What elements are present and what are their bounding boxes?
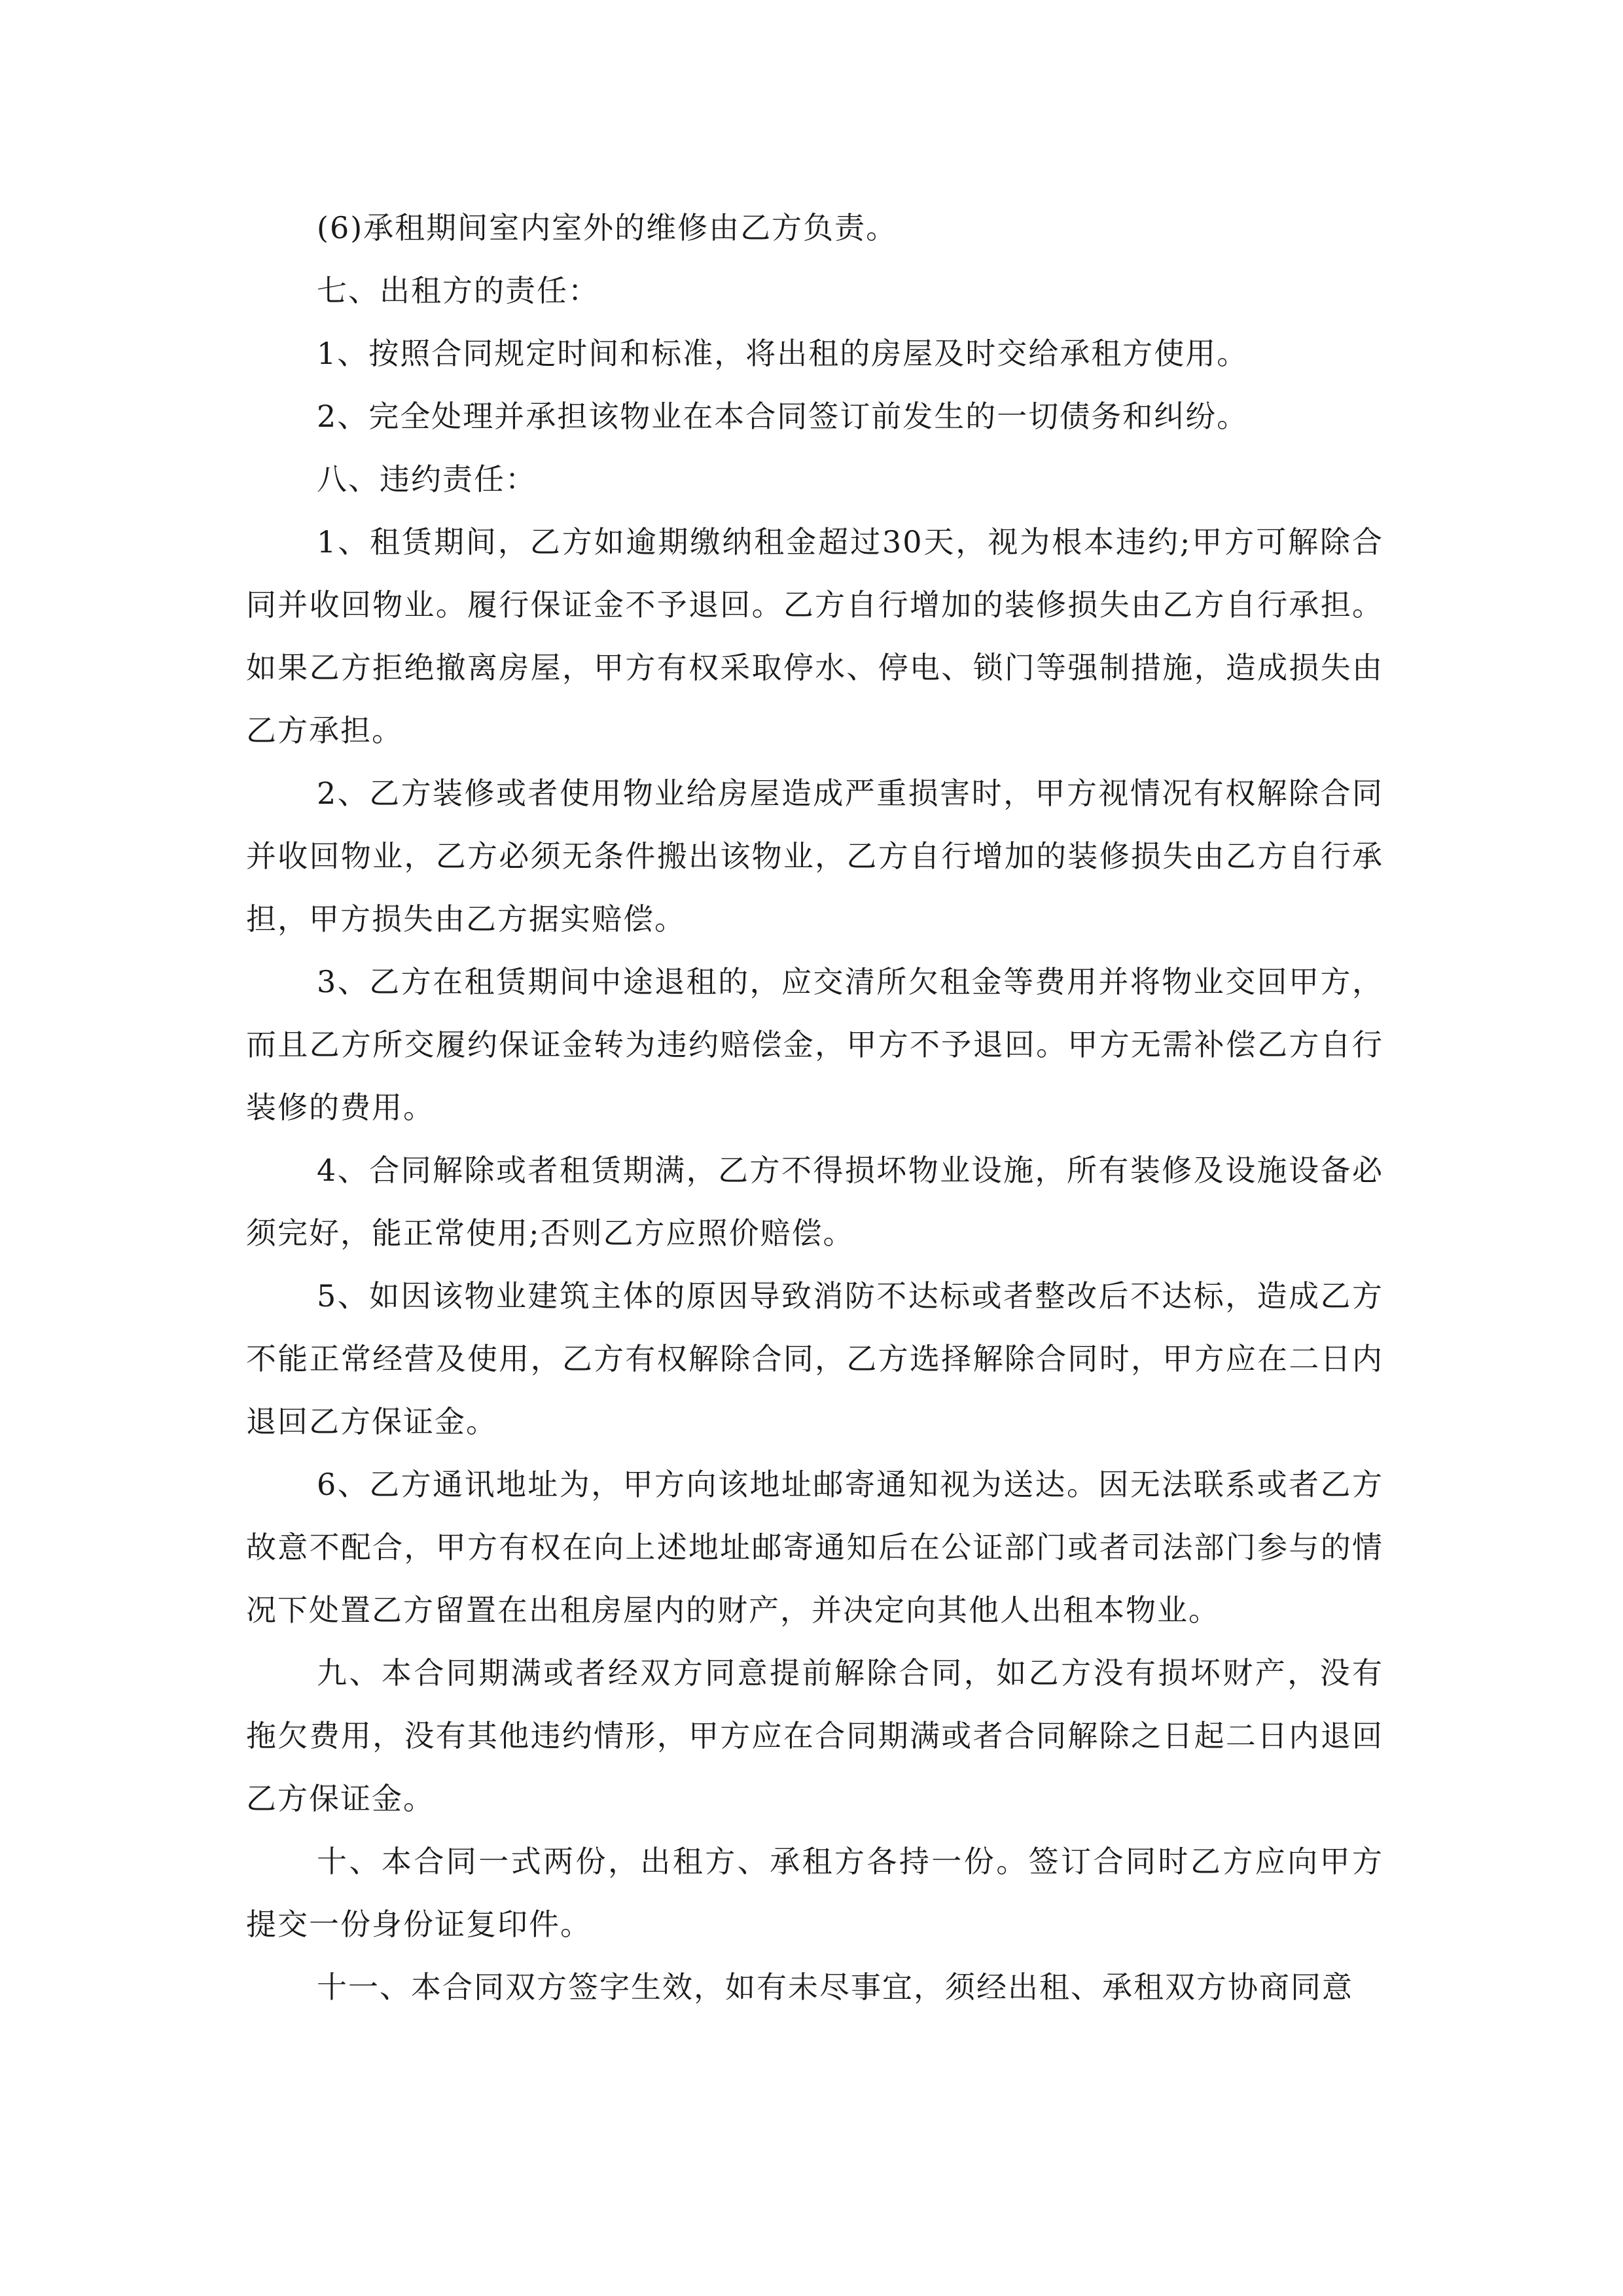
paragraph-breach-3: 3、乙方在租赁期间中途退租的，应交清所欠租金等费用并将物业交回甲方，而且乙方所交履约保证金转为违约赔偿金，甲方不予退回。甲方无需补偿乙方自行装修的费用。 (246, 964, 1383, 1125)
paragraph-breach-4: 4、合同解除或者租赁期满，乙方不得损坏物业设施，所有装修及设施设备必须完好，能正常使用;否则乙方应照价赔偿。 (246, 1153, 1383, 1251)
paragraph-breach-5: 5、如因该物业建筑主体的原因导致消防不达标或者整改后不达标，造成乙方不能正常经营及使用，乙方有权解除合同，乙方选择解除合同时，甲方应在二日内退回乙方保证金。 (246, 1278, 1383, 1439)
paragraph-clause-11: 十一、本合同双方签字生效，如有未尽事宜，须经出租、承租双方协商同意 (317, 1969, 1353, 2005)
paragraph-6-repair: (6)承租期间室内室外的维修由乙方负责。 (317, 210, 898, 245)
paragraph-clause-9: 九、本合同期满或者经双方同意提前解除合同，如乙方没有损坏财产，没有拖欠费用，没有其他违约情形，甲方应在合同期满或者合同解除之日起二日内退回乙方保证金。 (246, 1655, 1383, 1816)
paragraph-lessor-duty-2: 2、完全处理并承担该物业在本合同签订前发生的一切债务和纠纷。 (317, 399, 1249, 434)
paragraph-breach-1: 1、租赁期间，乙方如逾期缴纳租金超过30天，视为根本违约;甲方可解除合同并收回物业。履行保证金不予退回。乙方自行增加的装修损失由乙方自行承担。如果乙方拒绝撤离房屋，甲方有权采取停水、停电、锁门等强制措施，造成损失由乙方承担。 (246, 524, 1383, 748)
paragraph-lessor-duty-1: 1、按照合同规定时间和标准，将出租的房屋及时交给承租方使用。 (317, 336, 1249, 371)
heading-lessor-duties: 七、出租方的责任： (317, 273, 599, 308)
paragraph-clause-10: 十、本合同一式两份，出租方、承租方各持一份。签订合同时乙方应向甲方提交一份身份证复印件。 (246, 1844, 1383, 1942)
paragraph-breach-6: 6、乙方通讯地址为，甲方向该地址邮寄通知视为送达。因无法联系或者乙方故意不配合，甲方有权在向上述地址邮寄通知后在公证部门或者司法部门参与的情况下处置乙方留置在出租房屋内的财产，并决定向其他人出租本物业。 (246, 1467, 1383, 1628)
paragraph-breach-2: 2、乙方装修或者使用物业给房屋造成严重损害时，甲方视情况有权解除合同并收回物业，乙方必须无条件搬出该物业，乙方自行增加的装修损失由乙方自行承担，甲方损失由乙方据实赔偿。 (246, 776, 1383, 937)
heading-breach-liability: 八、违约责任： (317, 461, 537, 497)
contract-body (246, 196, 1383, 2018)
